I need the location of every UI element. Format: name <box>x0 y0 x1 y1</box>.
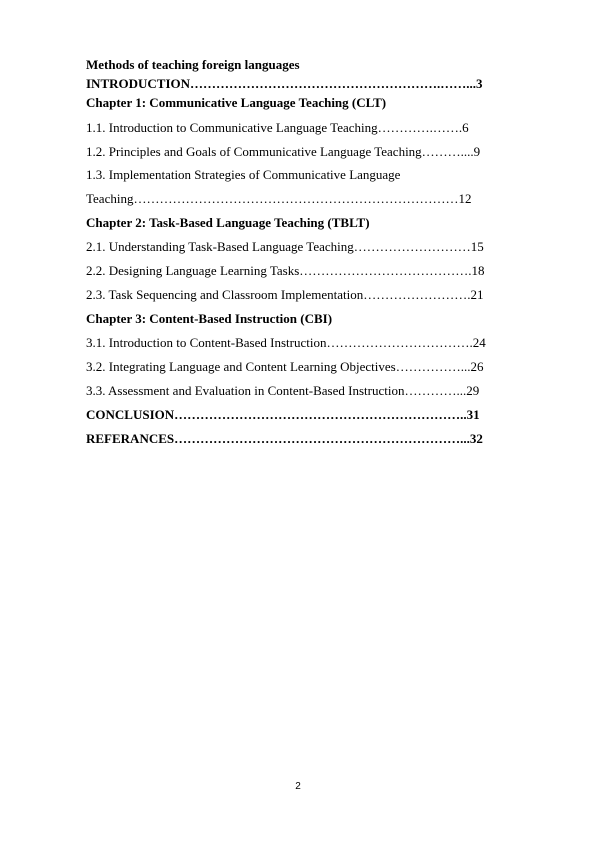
toc-entry-3-2: 3.2. Integrating Language and Content Learning Objectives……………...26 <box>86 359 484 374</box>
document-title: Methods of teaching foreign languages <box>86 57 300 72</box>
toc-chapter-1-heading: Chapter 1: Communicative Language Teaching (CLT) <box>86 95 387 110</box>
page-number: 2 <box>295 781 301 792</box>
toc-entry-conclusion: CONCLUSION…………………………………………………………..31 <box>86 407 480 422</box>
toc-entry-2-2: 2.2. Designing Language Learning Tasks………………………………….18 <box>86 263 485 278</box>
toc-entry-2-1: 2.1. Understanding Task-Based Language Teaching………………………15 <box>86 239 484 254</box>
toc-entry-1-1: 1.1. Introduction to Communicative Language Teaching………….…….6 <box>86 120 469 135</box>
toc-chapter-2-heading: Chapter 2: Task-Based Language Teaching (TBLT) <box>86 215 370 230</box>
toc-entry-2-3: 2.3. Task Sequencing and Classroom Implementation…………………….21 <box>86 287 484 302</box>
toc-entry-1-3-continued: Teaching…………………………………………………………………12 <box>86 191 472 206</box>
toc-entry-1-3: 1.3. Implementation Strategies of Communicative Language <box>86 167 401 182</box>
toc-entry-1-2: 1.2. Principles and Goals of Communicative Language Teaching………....9 <box>86 144 481 159</box>
toc-entry-references: REFERANCES…………………………………………………………...32 <box>86 431 483 446</box>
toc-chapter-3-heading: Chapter 3: Content-Based Instruction (CBI) <box>86 311 333 326</box>
toc-entry-3-1: 3.1. Introduction to Content-Based Instruction…………………………….24 <box>86 335 486 350</box>
toc-entry-3-3: 3.3. Assessment and Evaluation in Content-Based Instruction…………...29 <box>86 383 480 398</box>
toc-entry-introduction: INTRODUCTION………………………………………………….……...3 <box>86 76 483 91</box>
